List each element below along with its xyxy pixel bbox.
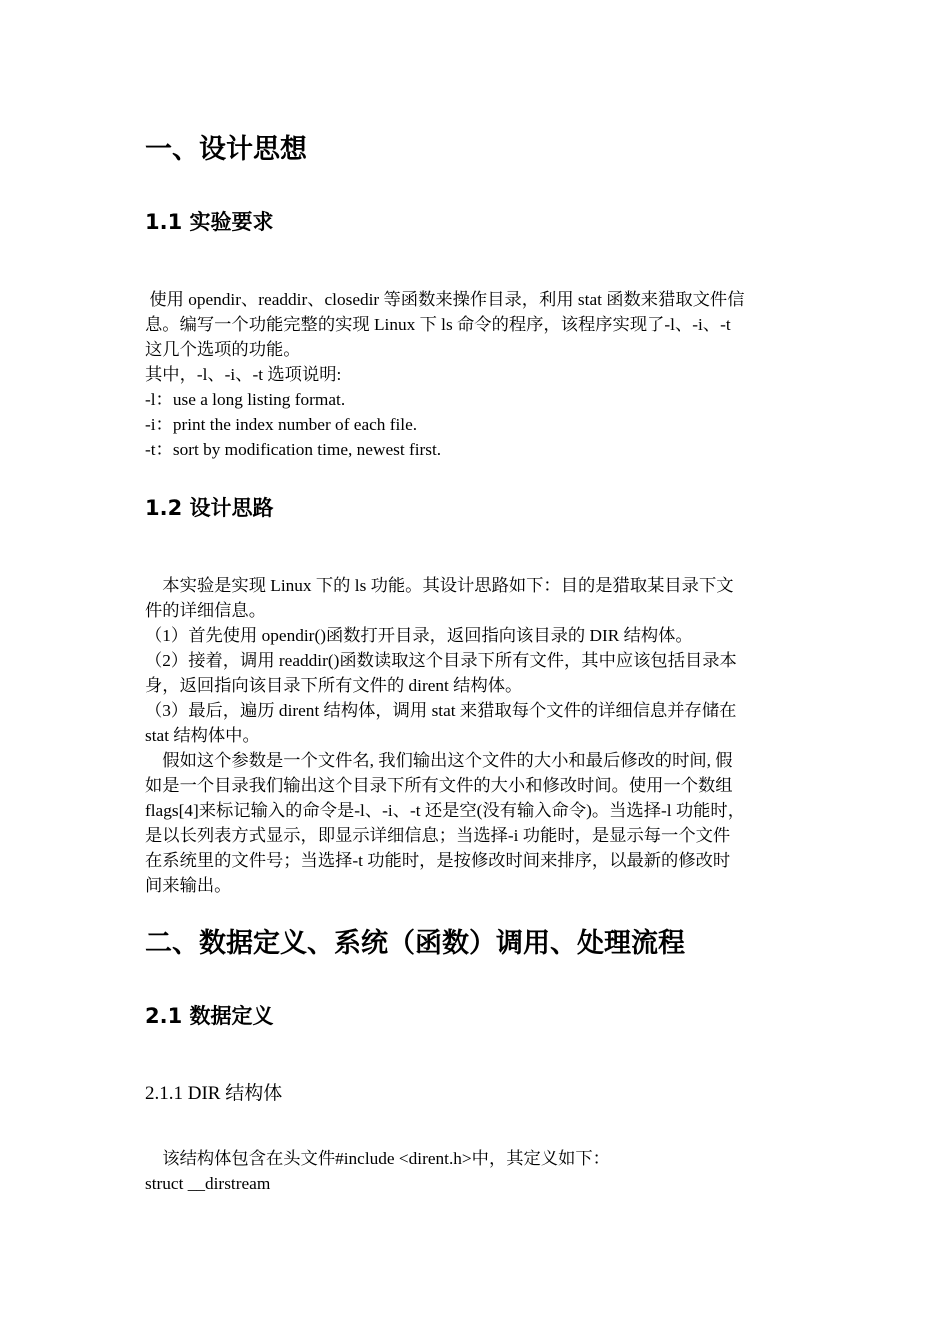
code-line: struct __dirstream: [145, 1174, 271, 1193]
text-line: 息。编写一个功能完整的实现 Linux 下 ls 命令的程序，该程序实现了-l、-i、-t: [145, 315, 731, 334]
dir-struct-paragraph: [145, 1146, 813, 1196]
text-line: 是以长列表方式显示，即显示详细信息；当选择-i 功能时，是显示每一个文件: [145, 826, 731, 845]
section-1-1-heading: 1.1 实验要求: [145, 210, 274, 234]
section-2-1-1-heading: 2.1.1 DIR 结构体: [145, 1083, 283, 1104]
text-line: （2）接着，调用 readdir()函数读取这个目录下所有文件，其中应该包括目录本: [145, 651, 737, 670]
design-paragraph: [145, 573, 813, 898]
section-2-1-heading: 2.1 数据定义: [145, 1004, 274, 1028]
text-line: stat 结构体中。: [145, 726, 260, 745]
text-line: 这几个选项的功能。: [145, 340, 301, 359]
text-line: 如是一个目录我们输出这个目录下所有文件的大小和修改时间。使用一个数组: [145, 776, 733, 795]
text-line: 本实验是实现 Linux 下的 ls 功能。其设计思路如下：目的是猎取某目录下文: [145, 576, 734, 595]
text-line: 该结构体包含在头文件#include <dirent.h>中，其定义如下：: [145, 1149, 610, 1168]
text-line: 假如这个参数是一个文件名, 我们输出这个文件的大小和最后修改的时间, 假: [145, 751, 733, 770]
section-1-heading: 一、设计思想: [145, 134, 307, 165]
section-1-2-heading: 1.2 设计思路: [145, 496, 274, 520]
text-line: -l：use a long listing format.: [145, 390, 346, 409]
text-line: 使用 opendir、readdir、closedir 等函数来操作目录，利用 stat 函数来猎取文件信: [145, 290, 745, 309]
text-line: 其中，-l、-i、-t 选项说明:: [145, 365, 342, 384]
text-line: -i：print the index number of each file.: [145, 415, 418, 434]
section-2-heading: 二、数据定义、系统（函数）调用、处理流程: [145, 928, 685, 959]
text-line: flags[4]来标记输入的命令是-l、-i、-t 还是空(没有输入命令)。当选择-l 功能时，: [145, 801, 745, 820]
requirements-paragraph: [145, 287, 813, 462]
text-line: 间来输出。: [145, 876, 232, 895]
text-line: （3）最后，遍历 dirent 结构体，调用 stat 来猎取每个文件的详细信息并存储在: [145, 701, 737, 720]
text-line: 在系统里的文件号；当选择-t 功能时，是按修改时间来排序，以最新的修改时: [145, 851, 731, 870]
text-line: 件的详细信息。: [145, 601, 266, 620]
text-line: （1）首先使用 opendir()函数打开目录，返回指向该目录的 DIR 结构体。: [145, 626, 693, 645]
text-line: 身，返回指向该目录下所有文件的 dirent 结构体。: [145, 676, 523, 695]
text-line: -t：sort by modification time, newest first.: [145, 440, 442, 459]
